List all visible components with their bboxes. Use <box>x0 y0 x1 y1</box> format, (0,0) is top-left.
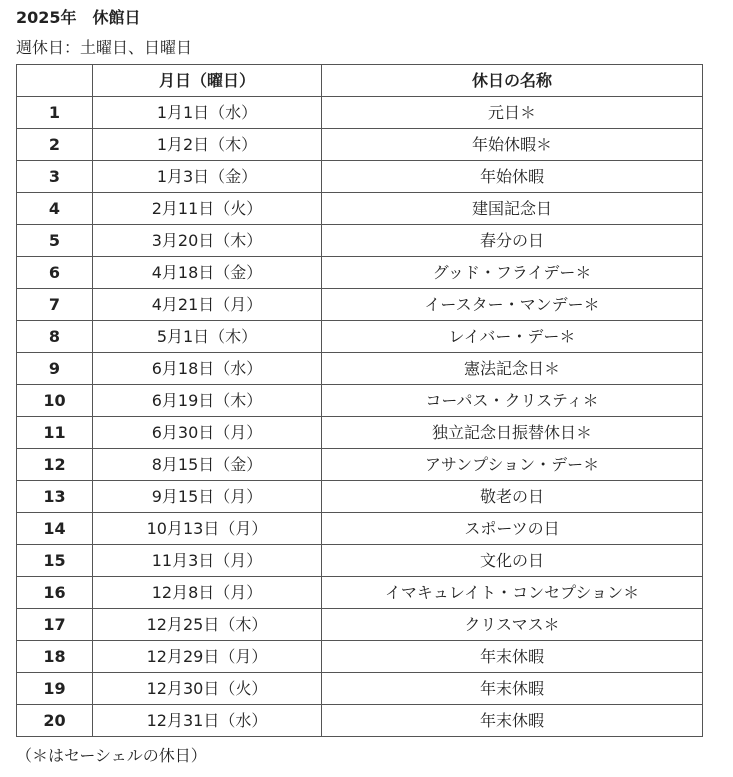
row-number: 10 <box>17 385 93 417</box>
table-row <box>17 289 703 321</box>
row-holiday-name: 年始休暇 <box>322 161 703 193</box>
row-number: 14 <box>17 513 93 545</box>
holiday-table <box>16 64 703 737</box>
table-row <box>17 417 703 449</box>
row-holiday-name: 年末休暇 <box>322 705 703 737</box>
row-holiday-name: スポーツの日 <box>322 513 703 545</box>
row-date: 12月29日（月） <box>93 641 322 673</box>
row-number: 13 <box>17 481 93 513</box>
row-holiday-name: グッド・フライデー＊ <box>322 257 703 289</box>
row-holiday-name: 年始休暇＊ <box>322 129 703 161</box>
table-row <box>17 193 703 225</box>
row-holiday-name: コーパス・クリスティ＊ <box>322 385 703 417</box>
header-date: 月日（曜日） <box>93 65 322 97</box>
row-holiday-name: 年末休暇 <box>322 641 703 673</box>
header-number <box>17 65 93 97</box>
table-header-row <box>17 65 703 97</box>
table-row <box>17 673 703 705</box>
row-holiday-name: 敬老の日 <box>322 481 703 513</box>
row-date: 6月19日（木） <box>93 385 322 417</box>
table-row <box>17 481 703 513</box>
row-number: 15 <box>17 545 93 577</box>
table-row <box>17 225 703 257</box>
row-date: 5月1日（木） <box>93 321 322 353</box>
row-date: 8月15日（金） <box>93 449 322 481</box>
page-title: 2025年 休館日 <box>16 8 141 27</box>
row-holiday-name: イースター・マンデー＊ <box>322 289 703 321</box>
row-holiday-name: クリスマス＊ <box>322 609 703 641</box>
row-date: 2月11日（火） <box>93 193 322 225</box>
row-date: 4月18日（金） <box>93 257 322 289</box>
row-number: 8 <box>17 321 93 353</box>
table-row <box>17 577 703 609</box>
row-number: 20 <box>17 705 93 737</box>
table-row <box>17 513 703 545</box>
row-holiday-name: 憲法記念日＊ <box>322 353 703 385</box>
row-date: 11月3日（月） <box>93 545 322 577</box>
table-row <box>17 97 703 129</box>
row-date: 12月25日（木） <box>93 609 322 641</box>
row-number: 18 <box>17 641 93 673</box>
row-date: 12月31日（水） <box>93 705 322 737</box>
row-number: 2 <box>17 129 93 161</box>
table-row <box>17 545 703 577</box>
row-date: 1月1日（水） <box>93 97 322 129</box>
row-holiday-name: 元日＊ <box>322 97 703 129</box>
header-holiday-name: 休日の名称 <box>322 65 703 97</box>
row-date: 1月2日（木） <box>93 129 322 161</box>
holiday-table-body <box>17 97 703 737</box>
row-date: 9月15日（月） <box>93 481 322 513</box>
row-date: 6月18日（水） <box>93 353 322 385</box>
row-holiday-name: アサンプション・デー＊ <box>322 449 703 481</box>
table-row <box>17 353 703 385</box>
row-holiday-name: 年末休暇 <box>322 673 703 705</box>
row-number: 9 <box>17 353 93 385</box>
row-number: 12 <box>17 449 93 481</box>
row-holiday-name: レイバー・デー＊ <box>322 321 703 353</box>
row-date: 4月21日（月） <box>93 289 322 321</box>
row-number: 19 <box>17 673 93 705</box>
row-holiday-name: イマキュレイト・コンセプション＊ <box>322 577 703 609</box>
row-date: 6月30日（月） <box>93 417 322 449</box>
row-number: 5 <box>17 225 93 257</box>
row-number: 11 <box>17 417 93 449</box>
row-date: 12月30日（火） <box>93 673 322 705</box>
table-row <box>17 609 703 641</box>
row-number: 6 <box>17 257 93 289</box>
row-number: 16 <box>17 577 93 609</box>
row-holiday-name: 文化の日 <box>322 545 703 577</box>
table-row <box>17 705 703 737</box>
table-row <box>17 257 703 289</box>
row-date: 12月8日（月） <box>93 577 322 609</box>
table-row <box>17 449 703 481</box>
table-row <box>17 641 703 673</box>
footnote: （＊はセーシェルの休日） <box>16 746 207 765</box>
row-holiday-name: 建国記念日 <box>322 193 703 225</box>
row-number: 17 <box>17 609 93 641</box>
row-number: 1 <box>17 97 93 129</box>
table-row <box>17 321 703 353</box>
row-date: 1月3日（金） <box>93 161 322 193</box>
row-date: 10月13日（月） <box>93 513 322 545</box>
row-date: 3月20日（木） <box>93 225 322 257</box>
table-row <box>17 385 703 417</box>
row-holiday-name: 独立記念日振替休日＊ <box>322 417 703 449</box>
row-holiday-name: 春分の日 <box>322 225 703 257</box>
row-number: 3 <box>17 161 93 193</box>
weekly-closure-text: 週休日：土曜日、日曜日 <box>16 38 193 57</box>
table-row <box>17 161 703 193</box>
row-number: 7 <box>17 289 93 321</box>
row-number: 4 <box>17 193 93 225</box>
table-row <box>17 129 703 161</box>
